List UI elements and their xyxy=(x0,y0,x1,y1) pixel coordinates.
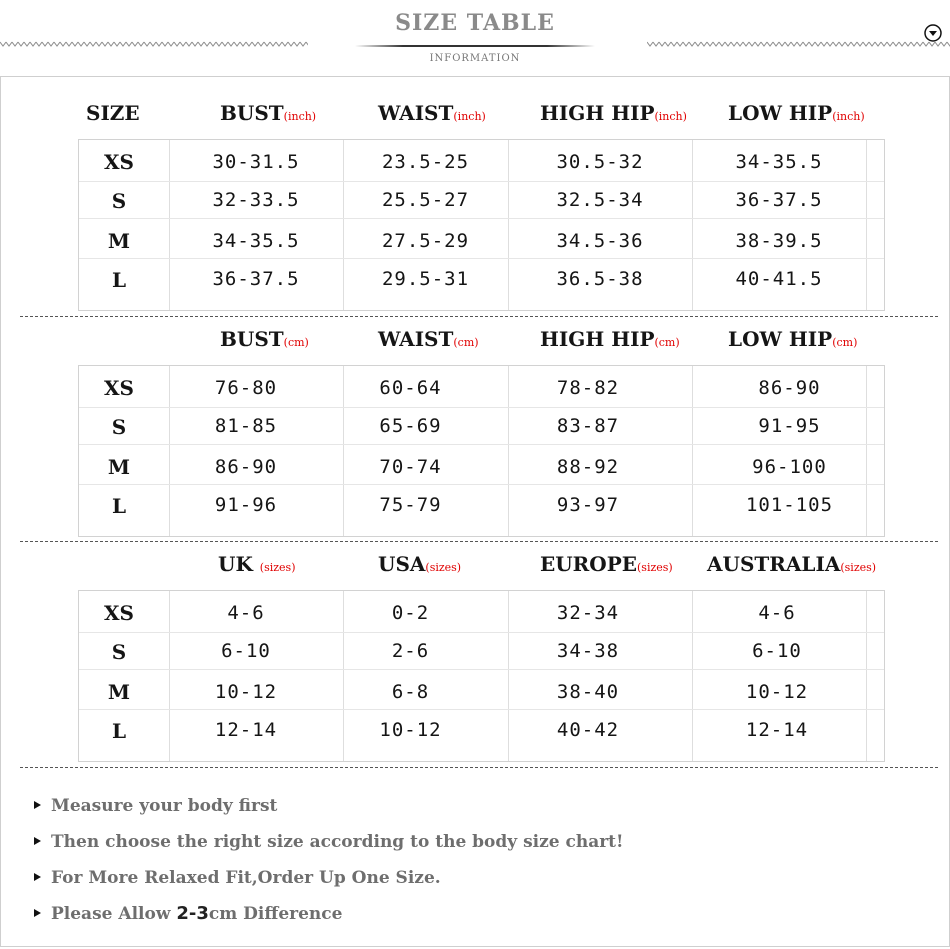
table-cell: 83-87 xyxy=(556,415,620,437)
table-cell: 10-12 xyxy=(214,681,278,703)
table-cell: 86-90 xyxy=(758,377,821,399)
col-header-highhip-cm: HIGH HIP(cm) xyxy=(540,327,680,351)
table-cell: 34-35.5 xyxy=(735,151,823,173)
table-cell: 93-97 xyxy=(556,494,620,516)
size-table-international xyxy=(78,590,885,762)
size-table-cm xyxy=(78,365,885,537)
size-table-inch xyxy=(78,139,885,311)
chevron-down-circle-icon[interactable] xyxy=(924,24,942,42)
section-divider xyxy=(20,767,938,768)
table-cell: 25.5-27 xyxy=(381,189,470,211)
table-cell: 2-6 xyxy=(391,640,430,662)
row-size-label: XS xyxy=(104,376,134,400)
table-cell: 4-6 xyxy=(758,602,796,624)
table-cell: 32-33.5 xyxy=(212,189,300,211)
size-header: SIZE xyxy=(86,101,140,125)
col-header-bust-cm: BUST(cm) xyxy=(220,327,309,351)
zigzag-divider-right xyxy=(647,40,950,48)
table-cell: 34.5-36 xyxy=(556,230,644,252)
table-cell: 38-40 xyxy=(556,681,620,703)
title-divider xyxy=(355,45,595,47)
col-header-waist-cm: WAIST(cm) xyxy=(378,327,479,351)
table-cell: 23.5-25 xyxy=(381,151,470,173)
row-size-label: M xyxy=(107,229,131,253)
table-cell: 10-12 xyxy=(379,719,442,741)
table-cell: 96-100 xyxy=(752,456,827,478)
table-cell: 12-14 xyxy=(745,719,809,741)
table-cell: 65-69 xyxy=(379,415,442,437)
col-header-europe: EUROPE(sizes) xyxy=(540,552,673,576)
table-cell: 91-95 xyxy=(758,415,821,437)
col-header-australia: AUSTRALIA(sizes) xyxy=(707,552,877,576)
frame-bottom-border xyxy=(0,946,950,947)
col-header-lowhip-cm: LOW HIP(cm) xyxy=(728,327,858,351)
table-cell: 40-42 xyxy=(556,719,620,741)
row-size-label: L xyxy=(111,494,127,518)
row-size-label: S xyxy=(111,189,127,213)
table-cell: 36-37.5 xyxy=(735,189,823,211)
row-size-label: XS xyxy=(104,601,134,625)
table-cell: 10-12 xyxy=(745,681,809,703)
row-size-label: M xyxy=(107,680,131,704)
table-cell: 34-35.5 xyxy=(212,230,300,252)
section-divider xyxy=(20,316,938,317)
table-cell: 36.5-38 xyxy=(556,268,644,290)
col-header-usa: USA(sizes) xyxy=(378,552,462,576)
row-size-label: L xyxy=(111,719,127,743)
table-cell: 78-82 xyxy=(556,377,620,399)
table-cell: 38-39.5 xyxy=(735,230,823,252)
table-cell: 6-8 xyxy=(391,681,430,703)
table-cell: 86-90 xyxy=(214,456,278,478)
table-cell: 34-38 xyxy=(556,640,620,662)
table-cell: 27.5-29 xyxy=(381,230,470,252)
table-cell: 76-80 xyxy=(214,377,278,399)
triangle-right-icon xyxy=(34,873,41,881)
note-item: Measure your body first xyxy=(34,796,277,816)
row-size-label: S xyxy=(111,415,127,439)
page-title: SIZE TABLE xyxy=(395,10,555,36)
table-cell: 12-14 xyxy=(214,719,278,741)
zigzag-divider-left xyxy=(0,40,308,48)
col-header-waist-inch: WAIST(inch) xyxy=(378,101,486,125)
row-size-label: M xyxy=(107,455,131,479)
section-divider xyxy=(20,541,938,542)
table-cell: 32.5-34 xyxy=(556,189,644,211)
table-cell: 6-10 xyxy=(221,640,271,662)
triangle-right-icon xyxy=(34,909,41,917)
table-cell: 36-37.5 xyxy=(212,268,300,290)
table-cell: 88-92 xyxy=(556,456,620,478)
table-cell: 30.5-32 xyxy=(556,151,644,173)
table-cell: 30-31.5 xyxy=(212,151,300,173)
triangle-right-icon xyxy=(34,801,41,809)
col-header-highhip-inch: HIGH HIP(inch) xyxy=(540,101,687,125)
triangle-right-icon xyxy=(34,837,41,845)
note-item: Please Allow 2-3cm Difference xyxy=(34,903,342,924)
table-cell: 70-74 xyxy=(379,456,442,478)
table-cell: 0-2 xyxy=(391,602,430,624)
table-cell: 60-64 xyxy=(379,377,442,399)
page-subtitle: INFORMATION xyxy=(429,53,521,64)
note-item: For More Relaxed Fit,Order Up One Size. xyxy=(34,868,441,888)
row-size-label: S xyxy=(111,640,127,664)
col-header-lowhip-inch: LOW HIP(inch) xyxy=(728,101,865,125)
col-header-uk: UK (sizes) xyxy=(218,552,296,576)
table-cell: 101-105 xyxy=(745,494,834,516)
table-cell: 81-85 xyxy=(214,415,278,437)
row-size-label: XS xyxy=(104,150,134,174)
table-cell: 40-41.5 xyxy=(735,268,823,290)
table-cell: 6-10 xyxy=(752,640,802,662)
table-cell: 91-96 xyxy=(214,494,278,516)
table-cell: 75-79 xyxy=(379,494,442,516)
row-size-label: L xyxy=(111,268,127,292)
note-item: Then choose the right size according to the body size chart! xyxy=(34,832,624,852)
table-cell: 29.5-31 xyxy=(381,268,470,290)
table-cell: 32-34 xyxy=(556,602,620,624)
table-cell: 4-6 xyxy=(227,602,265,624)
col-header-bust-inch: BUST(inch) xyxy=(220,101,317,125)
